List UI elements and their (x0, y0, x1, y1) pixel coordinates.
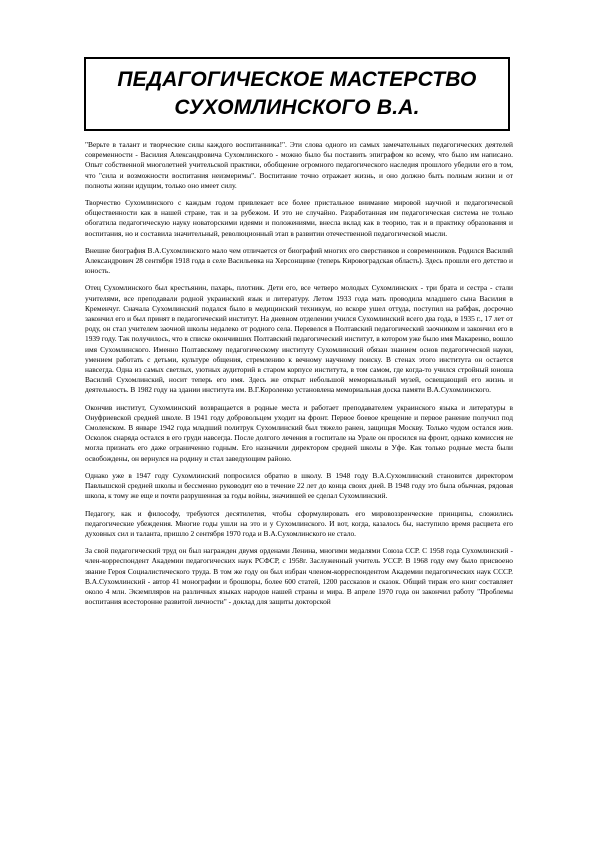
page-title-line-2: СУХОМЛИНСКОГО В.А. (174, 96, 420, 119)
paragraph: За свой педагогический труд он был награжден двумя орденами Ленина, многими медалями Союза ССР. С 1958 года Сухомлинский - член-корреспондент Академии педагогических наук РСФСР, с 1958г. Заслуженный учитель УССР. В 1968 году ему было присвоено звание Героя Социалистического труда. В том же году он был избран членом-корреспондентом Академии педагогических наук СССР. В.А.Сухомлинский - автор 41 монографии и брошюры, более 600 статей, 1200 рассказов и сказок. Общий тираж его книг составляет около 4 млн. Экземпляров на различных языках народов нашей страны и мира. В апреле 1970 года он закончил работу "Проблемы воспитания всесторонне развитой личности" - доклад для защиты докторской (85, 546, 513, 607)
paragraph: "Верьте в талант и творческие силы каждого воспитанника!". Эти слова одного из самых замечательных педагогических деятелей современности - Василия Александровича Сухомлинского - можно было бы поставить эпиграфом ко всему, что было им написано. Опыт собственной многолетней учительской практики, обобщение огромного педагогического наследия прошлого убедили его в том, что "сила и возможности воспитания неизмеримы". Воспитание точно отражает жизнь, и оно должно быть полным жизни и от полноты жизни идущим, только оно имеет силу. (85, 140, 513, 190)
paragraph: Творчество Сухомлинского с каждым годом привлекает все более пристальное внимание мировой научной и педагогической общественности как в нашей стране, так и за рубежом. И это не случайно. Разработанная им педагогическая система не только обогатила педагогическую науку новаторскими идеями и положениями, внесла вклад как в теорию, так и в практику образования и воспитания, но и составила значительный, революционный этап в развитии отечественной педагогической мысли. (85, 198, 513, 238)
body-text (85, 140, 513, 614)
paragraph: Отец Сухомлинского был крестьянин, пахарь, плотник. Дети его, все четверо молодых Сухомлинских - три брата и сестра - стали учителями, все преподавали родной украинский язык и литературу. Летом 1933 года мать проводила младшего сына Василия в Кременчуг. Сначала Сухомлинский подался было в медицинский техникум, но вскоре ушел оттуда, поступил на рабфак, досрочно закончил его и был принят в педагогический институт. На дневном отделении учился Сухомлинский всего два года, в 1935 г., 17 лет от роду, он стал учителем заочной школы недалеко от родного села. Перевелся в Полтавский педагогический заочником и закончил его в 1939 году. Так получилось, что в списке окончивших Полтавский педагогический институт, в котором уже было имя Макаренко, вошло имя Сухомлинского. Именно Полтавскому педагогическому институту Сухомлинский обязан знанием основ педагогической науки, умением работать с детьми, культуре общения, стремлению к вечному научному поиску. В стенах этого института он остается навсегда. Одна из самых светлых, уютных аудиторий в старом корпусе института, в том самом, где когда-то учился стройный юноша Василий Сухомлинский, носит теперь его имя. Здесь же открыт небольшой мемориальный музей, освещающий его жизнь и деятельность. В 1982 году на здании института им. В.Г.Короленко установлена мемориальная доска памяти В.А.Сухомлинского. (85, 283, 513, 395)
title-box (84, 57, 510, 131)
paragraph: Внешне биография В.А.Сухомлинского мало чем отличается от биографий многих его сверстников и современников. Родился Василий Александрович 28 сентября 1918 года в селе Васильевка на Херсонщине (теперь Кировоградская область). Здесь прошли его детство и юность. (85, 245, 513, 276)
page-title-line-1: ПЕДАГОГИЧЕСКОЕ МАСТЕРСТВО (117, 68, 477, 91)
paragraph: Однако уже в 1947 году Сухомлинский попросился обратно в школу. В 1948 году В.А.Сухомлинский становится директором Павлышской средней школы и бессменно руководит ею в течение 22 лет до конца своих дней. В 1948 году это была обычная, рядовая школа, к тому же еще и почти разрушенная за годы войны, значившей ее сделал Сухомлинский. (85, 470, 513, 501)
paragraph: Окончив институт, Сухомлинский возвращается в родные места и работает преподавателем украинского языка и литературы в Онуфриевской средней школе. В 1941 году добровольцем уходит на фронт. Первое боевое крещение и первое ранение получил под Смоленском. В январе 1942 года младший политрук Сухомлинский был тяжело ранен, защищая Москву. Только чудом остался жив. Осколок снаряда остался в его груди навсегда. После долгого лечения в госпитале на Урале он просился на фронт, однако комиссия не могла признать его даже ограниченно годным. Его назначили директором средней школы в Уфе. Как только родные места были освобождены, он вернулся на родину и стал заведующим районо. (85, 402, 513, 463)
paragraph: Педагогу, как и философу, требуются десятилетия, чтобы сформулировать его мировоззренческие принципы, сложились педагогические убеждения. Многие годы ушли на это и у Сухомлинского. И вот, когда, казалось бы, наступило время расцвета его духовных сил и таланта, пришло 2 сентября 1970 года и В.А.Сухомлинского не стало. (85, 508, 513, 538)
